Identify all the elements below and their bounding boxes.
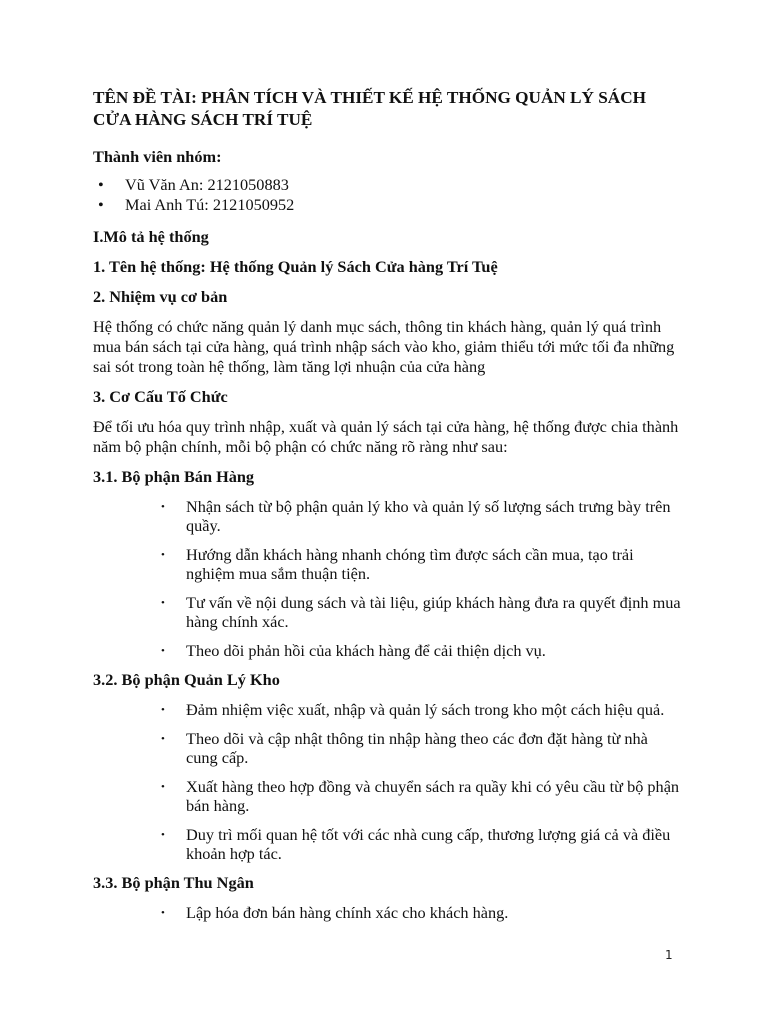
member-item: • Vũ Văn An: 2121050883 xyxy=(98,175,289,194)
bullet-icon: • xyxy=(161,501,165,513)
dept-warehouse-heading: 3.2. Bộ phận Quản Lý Kho xyxy=(93,670,280,689)
list-item: • Lập hóa đơn bán hàng chính xác cho khách hàng. xyxy=(161,903,509,922)
member-item: • Mai Anh Tú: 2121050952 xyxy=(98,195,295,214)
bullet-icon: • xyxy=(161,907,165,919)
bullet-icon: • xyxy=(161,549,165,561)
dept-warehouse-list xyxy=(93,700,683,863)
bullet-icon: • xyxy=(161,733,165,745)
dept-cashier-heading: 3.3. Bộ phận Thu Ngân xyxy=(93,873,254,892)
list-item: • Theo dõi và cập nhật thông tin nhập hàng theo các đơn đặt hàng từ nhà cung cấp. xyxy=(161,729,648,767)
system-name-heading: 1. Tên hệ thống: Hệ thống Quản lý Sách Cửa hàng Trí Tuệ xyxy=(93,257,498,276)
list-item: • Theo dõi phản hồi của khách hàng để cải thiện dịch vụ. xyxy=(161,641,546,660)
structure-paragraph: Để tối ưu hóa quy trình nhập, xuất và quản lý sách tại cửa hàng, hệ thống được chia thành năm bộ phận chính, mỗi bộ phận có chức năng rõ ràng như sau: xyxy=(93,417,679,456)
dept-sales-list xyxy=(93,497,683,660)
page-number: 1 xyxy=(665,948,673,962)
list-item: • Duy trì mối quan hệ tốt với các nhà cung cấp, thương lượng giá cả và điều khoản hợp tác. xyxy=(161,825,671,863)
bullet-icon: • xyxy=(161,704,165,716)
list-item: • Hướng dẫn khách hàng nhanh chóng tìm được sách cần mua, tạo trải nghiệm mua sắm thuận tiện. xyxy=(161,545,634,583)
members-list xyxy=(93,175,683,215)
tasks-heading: 2. Nhiệm vụ cơ bản xyxy=(93,287,228,306)
bullet-icon: • xyxy=(161,597,165,609)
structure-heading: 3. Cơ Cấu Tố Chức xyxy=(93,387,228,406)
bullet-icon: • xyxy=(161,829,165,841)
page-content xyxy=(93,87,683,932)
tasks-paragraph: Hệ thống có chức năng quản lý danh mục sách, thông tin khách hàng, quản lý quá trình mua bán sách tại cửa hàng, quá trình nhập sách vào kho, giảm thiểu tới mức tối đa những sai sót trong toàn hệ thống, làm tăng lợi nhuận của cửa hàng xyxy=(93,317,675,376)
dept-cashier-list xyxy=(93,903,683,922)
members-heading: Thành viên nhóm: xyxy=(93,147,222,166)
bullet-icon: • xyxy=(98,195,104,214)
bullet-icon: • xyxy=(161,781,165,793)
list-item: • Tư vấn về nội dung sách và tài liệu, giúp khách hàng đưa ra quyết định mua hàng chính xác. xyxy=(161,593,681,631)
list-item: • Nhận sách từ bộ phận quản lý kho và quản lý số lượng sách trưng bày trên quầy. xyxy=(161,497,671,535)
list-item: • Đảm nhiệm việc xuất, nhập và quản lý sách trong kho một cách hiệu quả. xyxy=(161,700,665,719)
bullet-icon: • xyxy=(98,175,104,194)
document-title: TÊN ĐỀ TÀI: PHÂN TÍCH VÀ THIẾT KẾ HỆ THỐNG QUẢN LÝ SÁCH CỬA HÀNG SÁCH TRÍ TUỆ xyxy=(93,88,646,129)
list-item: • Xuất hàng theo hợp đồng và chuyển sách ra quầy khi có yêu cầu từ bộ phận bán hàng. xyxy=(161,777,680,815)
section-heading: I.Mô tả hệ thống xyxy=(93,227,209,246)
dept-sales-heading: 3.1. Bộ phận Bán Hàng xyxy=(93,467,255,486)
bullet-icon: • xyxy=(161,645,165,657)
